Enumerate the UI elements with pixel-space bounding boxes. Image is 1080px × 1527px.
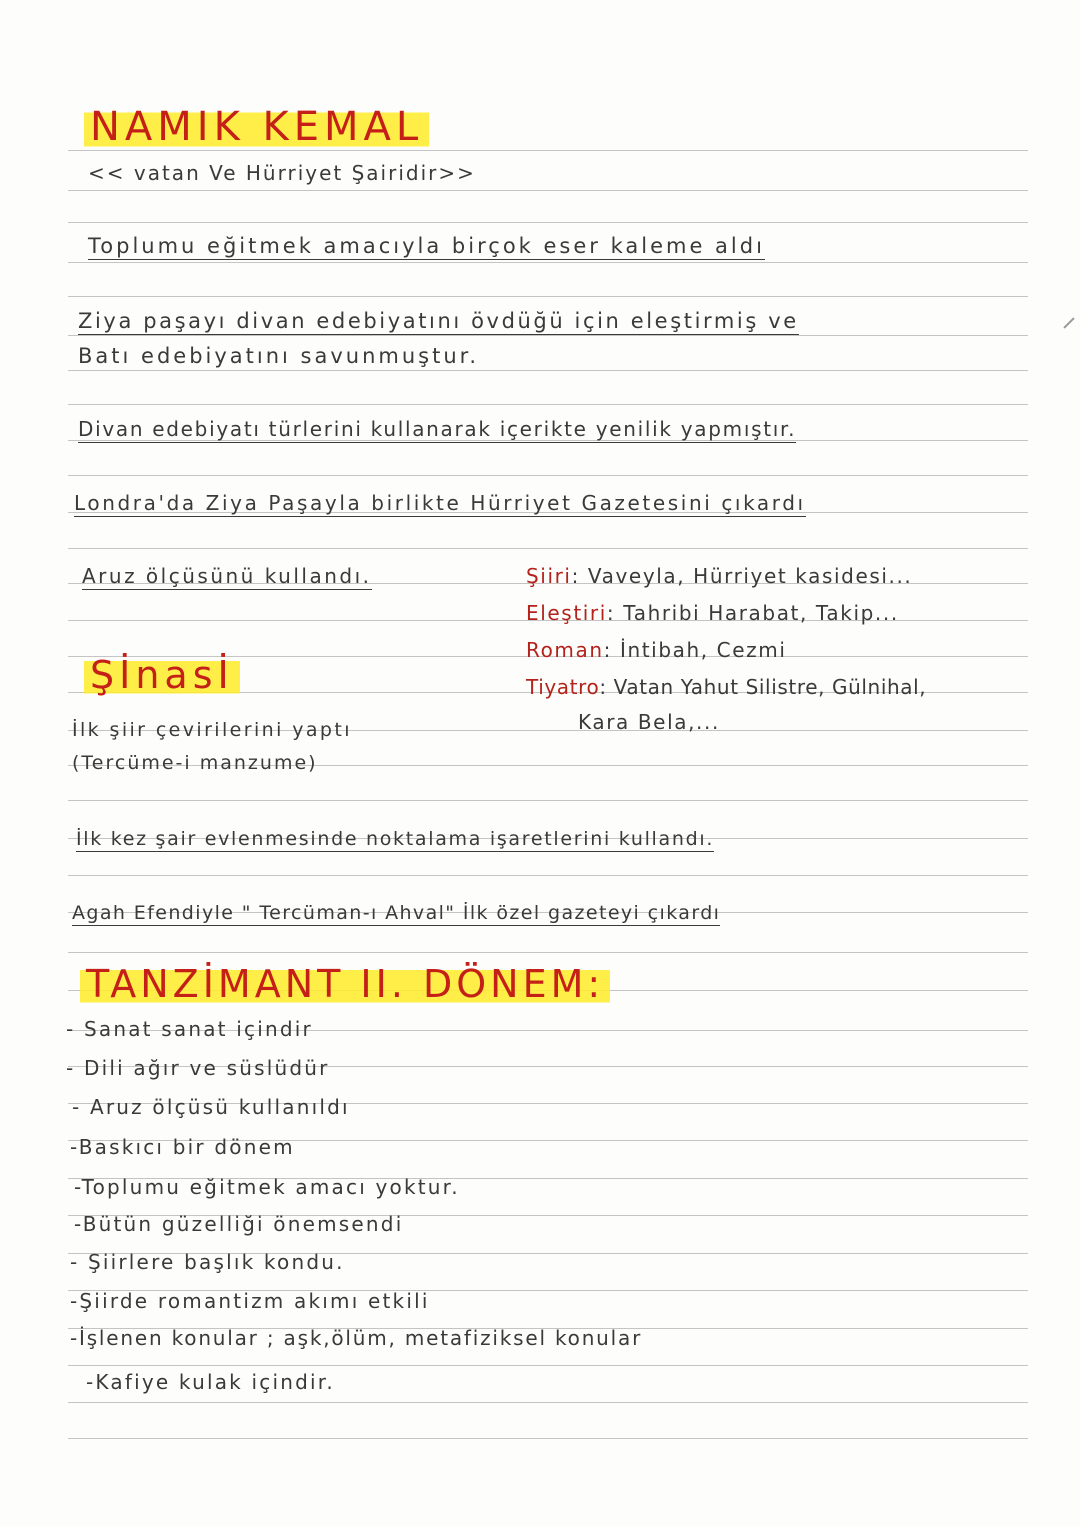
kemal-works-roman: Roman: İntibah, Cezmi (526, 638, 787, 662)
kemal-works-tiyatro-cont: Kara Bela,... (578, 710, 720, 734)
list-item: -Toplumu eğitmek amacı yoktur. (74, 1175, 460, 1199)
kemal-line-1: Toplumu eğitmek amacıyla birçok eser kaleme aldı (88, 234, 765, 258)
list-item: -Bütün güzelliği önemsendi (74, 1212, 404, 1236)
kemal-line-4: Divan edebiyatı türlerini kullanarak içerikte yenilik yapmıştır. (78, 417, 797, 441)
list-item: -Baskıcı bir dönem (70, 1135, 295, 1159)
kemal-line-3: Batı edebiyatını savunmuştur. (78, 344, 480, 368)
list-item: - Şiirlere başlık kondu. (70, 1250, 345, 1274)
kemal-works-elestiri: Eleştiri: Tahribi Harabat, Takip... (526, 601, 899, 625)
sinasi-line-1: İlk şiir çevirilerini yaptı (72, 719, 352, 741)
kemal-line-5: Londra'da Ziya Paşayla birlikte Hürriyet Gazetesini çıkardı (74, 491, 806, 515)
kemal-works-tiyatro: Tiyatro: Vatan Yahut Silistre, Gülnihal, (526, 675, 927, 699)
list-item: - Sanat sanat içindir (66, 1017, 313, 1041)
list-item: - Dili ağır ve süslüdür (66, 1056, 330, 1080)
list-item: -Kafiye kulak içindir. (86, 1370, 335, 1394)
sinasi-line-3: İlk kez şair evlenmesinde noktalama işaretlerini kullandı. (76, 828, 715, 850)
sinasi-line-4: Agah Efendiyle " Tercüman-ı Ahval" İlk özel gazeteyi çıkardı (72, 902, 721, 924)
kemal-line-2: Ziya paşayı divan edebiyatını övdüğü için eleştirmiş ve (78, 309, 799, 333)
list-item: -İşlenen konular ; aşk,ölüm, metafiziksel konular (70, 1326, 643, 1350)
kemal-works-siir: Şiiri: Vaveyla, Hürriyet kasidesi... (526, 564, 913, 588)
kemal-subtitle: << vatan Ve Hürriyet Şairidir>> (88, 161, 476, 185)
kemal-line-6: Aruz ölçüsünü kullandı. (82, 564, 372, 588)
sinasi-line-2: (Tercüme-i manzume) (72, 752, 318, 774)
heading-tanzimat-2: TANZİMANT II. DÖNEM: (80, 962, 610, 1006)
heading-namik-kemal: NAMIK KEMAL (84, 104, 429, 150)
margin-mark (1063, 317, 1074, 328)
list-item: - Aruz ölçüsü kullanıldı (72, 1095, 350, 1119)
list-item: -Şiirde romantizm akımı etkili (70, 1289, 430, 1313)
heading-sinasi: Şİnasİ (84, 653, 240, 697)
